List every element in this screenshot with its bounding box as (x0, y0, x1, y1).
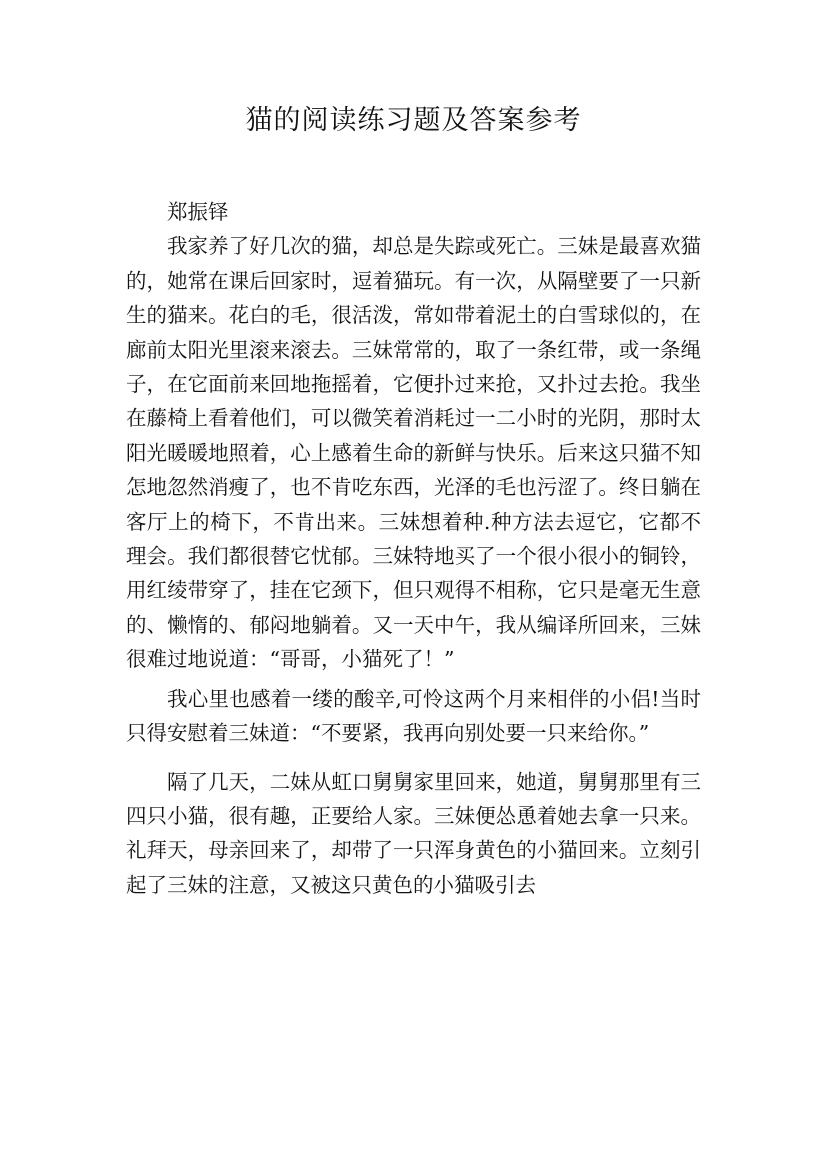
paragraph-2: 我心里也感着一缕的酸辛,可怜这两个月来相伴的小侣!当时只得安慰着三妹道：“不要紧，我再向别处要一只来给你。” (126, 686, 701, 746)
document-title: 猫的阅读练习题及答案参考 (245, 105, 582, 136)
document-body (126, 195, 701, 902)
author-line: 郑振铎 (167, 200, 229, 224)
paragraph-3: 隔了几天，二妹从虹口舅舅家里回来，她道，舅舅那里有三四只小猫，很有趣，正要给人家。三妹便怂恿着她去拿一只来。礼拜天，母亲回来了，却带了一只浑身黄色的小猫回来。立刻引起了三妹的注意，又被这只黄色的小猫吸引去 (126, 769, 701, 897)
paragraph-1: 我家养了好几次的猫，却总是失踪或死亡。三妹是最喜欢猫的，她常在课后回家时，逗着猫玩。有一次，从隔壁要了一只新生的猫来。花白的毛，很活泼，常如带着泥土的白雪球似的，在廊前太阳光里滚来滚去。三妹常常的，取了一条红带，或一条绳子，在它面前来回地拖摇着，它便扑过来抢，又扑过去抢。我坐在藤椅上看着他们，可以微笑着消耗过一二小时的光阴，那时太阳光暖暖地照着，心上感着生命的新鲜与快乐。后来这只猫不知怎地忽然消瘦了，也不肯吃东西，光泽的毛也污涩了。终日躺在客厅上的椅下，不肯出来。三妹想着种.种方法去逗它，它都不理会。我们都很替它忧郁。三妹特地买了一个很小很小的铜铃，用红绫带穿了，挂在它颈下，但只观得不相称，它只是毫无生意的、懒惰的、郁闷地躺着。又一天中午，我从编译所回来，三妹很难过地说道：“哥哥，小猫死了！” (126, 234, 701, 672)
